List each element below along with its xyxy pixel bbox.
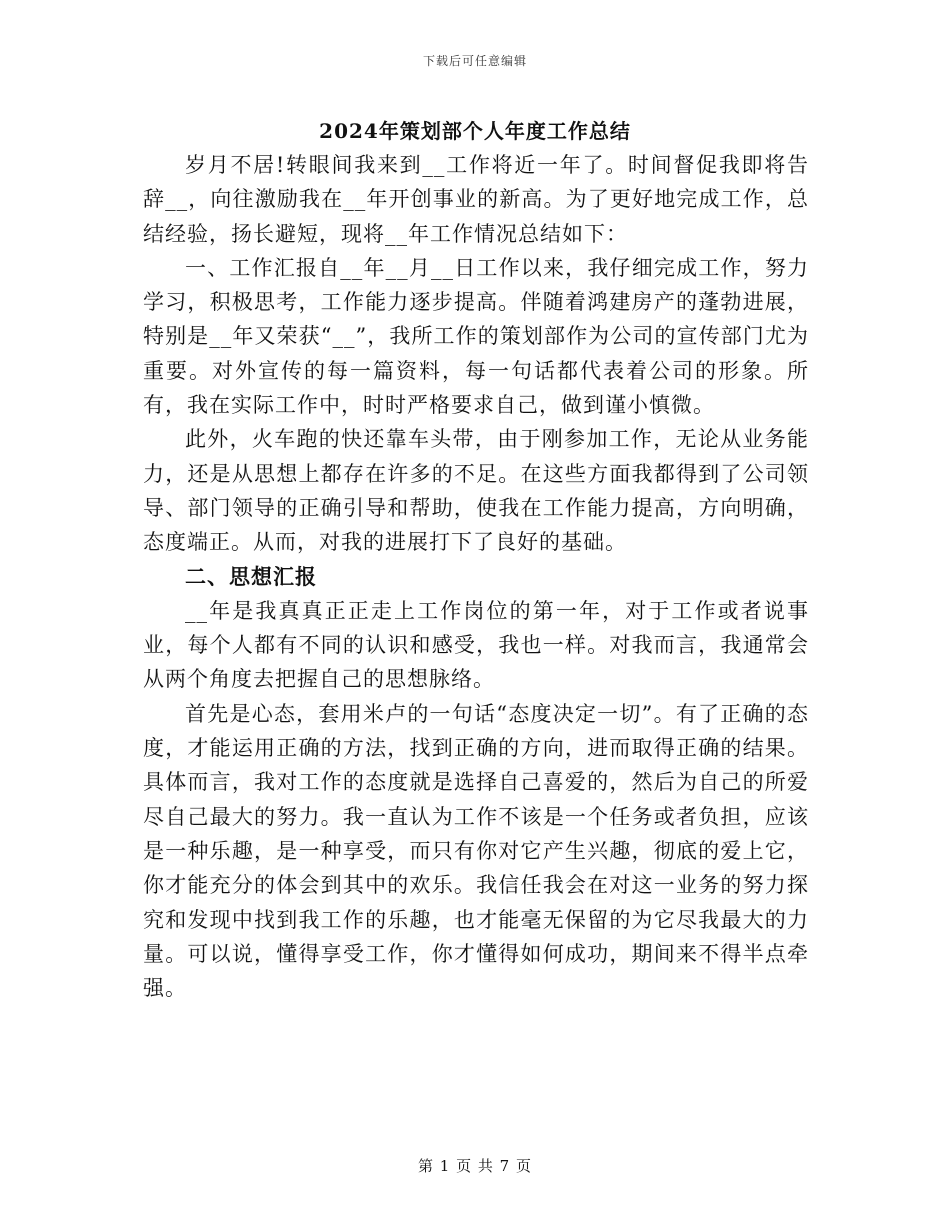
thoughts-paragraph-1: __年是我真真正正走上工作岗位的第一年，对于工作或者说事业，每个人都有不同的认识和感受，我也一样。对我而言，我通常会从两个角度去把握自己的思想脉络。 [143,598,809,692]
section-heading-thoughts: 二、思想汇报 [185,563,317,589]
document-title: 2024年策划部个人年度工作总结 [319,119,631,143]
document-body [143,148,809,1005]
page-number: 第 1 页 共 7 页 [418,1157,532,1175]
header-note: 下载后可任意编辑 [422,54,527,68]
support-paragraph: 此外，火车跑的快还靠车头带，由于刚参加工作，无论从业务能力，还是从思想上都存在许多的不足。在这些方面我都得到了公司领导、部门领导的正确引导和帮助，使我在工作能力提高，方向明确，态度端正。从而，对我的进展打下了良好的基础。 [143,427,809,555]
work-report-paragraph: 一、工作汇报自__年__月__日工作以来，我仔细完成工作，努力学习，积极思考，工作能力逐步提高。伴随着鸿建房产的蓬勃进展，特别是__年又荣获“__”，我所工作的策划部作为公司的宣传部门尤为重要。对外宣传的每一篇资料，每一句话都代表着公司的形象。所有，我在实际工作中，时时严格要求自己，做到谨小慎微。 [143,255,809,418]
thoughts-paragraph-2: 首先是心态，套用米卢的一句话“态度决定一切”。有了正确的态度，才能运用正确的方法，找到正确的方向，进而取得正确的结果。具体而言，我对工作的态度就是选择自己喜爱的，然后为自己的所爱尽自己最大的努力。我一直认为工作不该是一个任务或者负担，应该是一种乐趣，是一种享受，而只有你对它产生兴趣，彻底的爱上它，你才能充分的体会到其中的欢乐。我信任我会在对这一业务的努力探究和发现中找到我工作的乐趣，也才能毫无保留的为它尽我最大的力量。可以说，懂得享受工作，你才懂得如何成功，期间来不得半点牵强。 [143,701,809,1001]
intro-paragraph: 岁月不居!转眼间我来到__工作将近一年了。时间督促我即将告辞__，向往激励我在__年开创事业的新高。为了更好地完成工作，总结经验，扬长避短，现将__年工作情况总结如下： [143,153,809,246]
